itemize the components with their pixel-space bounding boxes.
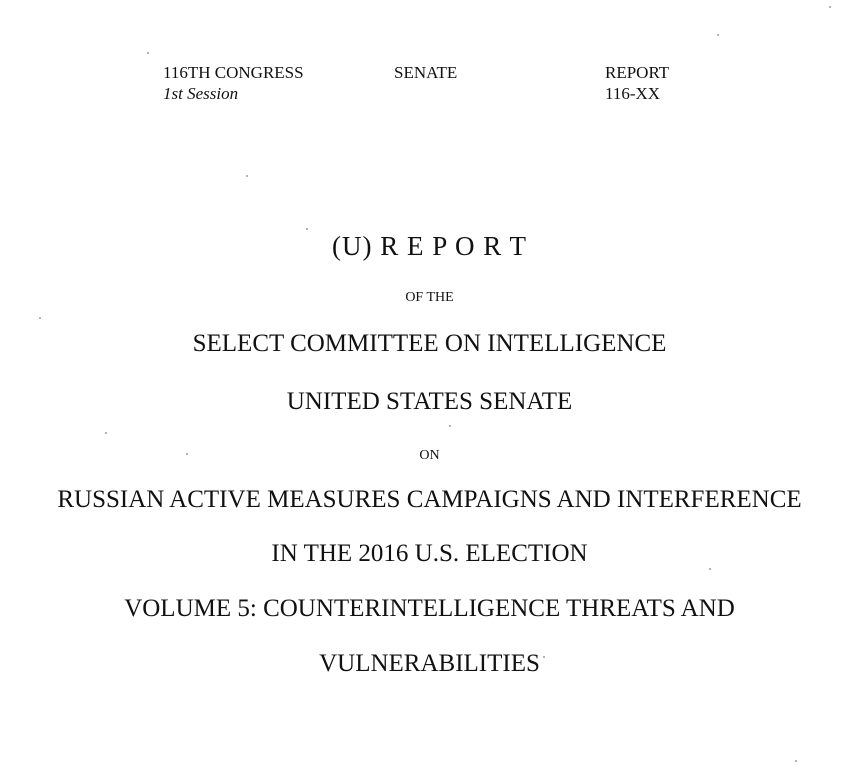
classification-marking: (U) — [331, 231, 373, 261]
scan-speck — [717, 34, 719, 36]
congress-label: 116TH CONGRESS — [163, 63, 304, 82]
page-title — [0, 231, 859, 262]
chamber-label: SENATE — [394, 63, 458, 82]
scan-speck — [186, 453, 188, 455]
scan-speck — [449, 425, 451, 427]
subject-line-1: RUSSIAN ACTIVE MEASURES CAMPAIGNS AND INTERFERENCE — [57, 486, 802, 513]
report-label: REPORT — [605, 63, 670, 82]
of-the-label: OF THE — [405, 290, 454, 305]
scan-speck — [709, 568, 711, 570]
scan-speck — [246, 175, 248, 177]
session-label: 1st Session — [163, 84, 239, 103]
scan-speck — [147, 52, 149, 54]
report-title-word: R E P O R T — [380, 231, 527, 261]
subject-line-2: IN THE 2016 U.S. ELECTION — [271, 540, 588, 567]
scan-speck — [795, 760, 797, 762]
scan-speck — [39, 317, 41, 319]
scan-speck — [543, 656, 545, 658]
scan-speck — [829, 6, 831, 8]
report-number: 116-XX — [605, 84, 661, 103]
senate-name: UNITED STATES SENATE — [286, 388, 573, 415]
volume-line-1: VOLUME 5: COUNTERINTELLIGENCE THREATS AND — [124, 595, 735, 622]
committee-name: SELECT COMMITTEE ON INTELLIGENCE — [192, 330, 667, 357]
scan-speck — [105, 432, 107, 434]
scan-speck — [306, 228, 308, 230]
volume-line-2: VULNERABILITIES — [319, 650, 540, 677]
on-label: ON — [419, 448, 440, 463]
